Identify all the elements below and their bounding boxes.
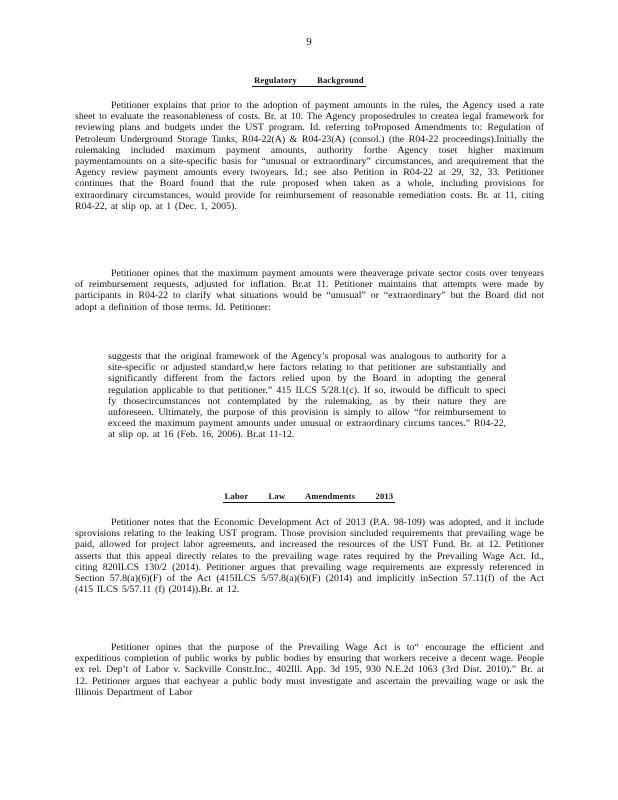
paragraph-economic-development-act	[75, 517, 544, 595]
paragraph-text: Petitioner opines that the purpose of the Prevailing Wage Act is to“ encourage the efficient and expeditious completion of public works by public bodies by ensuring that workers receive a decent wage. People ex rel. Dep’t of Labor v. Sackville Constr.Inc., 402Ill. App. 3d 195, 930 N.E.2d 1063 (3rd Dist. 2010).” Br. at 12. Petitioner argues that eachyear a public body must investigate and ascertain the prevailing wage or ask the Illinois Department of Labor	[75, 642, 544, 698]
heading-labor-law-amendments-text: Labor Law Amendments 2013	[224, 491, 394, 501]
paragraph-prevailing-wage-purpose	[75, 642, 544, 698]
heading-regulatory-background-text: Regulatory Background	[254, 75, 364, 85]
block-quote	[108, 351, 506, 441]
heading-labor-law-amendments	[0, 491, 618, 503]
paragraph-text: Petitioner notes that the Economic Development Act of 2013 (P.A. 98-109) was adopted, and it include sprovisions relating to the leaking UST program. Those provision sincluded requirements that prevailing wage be paid, allowed for project labor agreements, and increased the resources of the UST Fund. Br. at 12. Petitioner asserts that this appeal directly relates to the prevailing wage rates required by the Prevailing Wage Act. Id., citing 820ILCS 130/2 (2014). Petitioner argues that prevailing wage requirements are expressly referenced in Section 57.8(a)(6)(F) of the Act (415ILCS 5/57.8(a)(6)(F) (2014) and implicitly inSection 57.11(f) of the Act (415 ILCS 5/57.11 (f) (2014)).Br. at 12.	[75, 517, 544, 596]
heading-regulatory-background	[0, 75, 618, 87]
paragraph-text: Petitioner explains that prior to the adoption of payment amounts in the rules, the Agency used a rate sheet to evaluate the reasonableness of costs. Br. at 10. The Agency proposedrules to createa legal framework for reviewing plans and budgets under the UST program. Id. referring toProposed Amendments to: Regulation of Petroleum Underground Storage Tanks, R04-22(A) & R04-23(A) (consol.) (the R04-22 proceedings).Initially the rulemaking included maximum payment amounts, authority forthe Agency toset higher maximum paymentamounts on a site-specific basis for “unusual or extraordinary” circumstances, and arequirement that the Agency review payment amounts every twoyears. Id.; see also Petition in R04-22 at 29, 32, 33. Petitioner continues that the Board found that the rule proposed when taken as a whole, including provisions for extraordinary circumstances, would provide for reimbursement of reasonable remediation costs. Br. at 11, citing R04-22, at slip op. at 1 (Dec. 1, 2005).	[75, 100, 544, 212]
paragraph-text: Petitioner opines that the maximum payment amounts were theaverage private sector costs over tenyears of reimbursement requests, adjusted for inflation. Br.at 11. Petitioner maintains that attempts were made by participants in R04-22 to clarify what situations would be “unusual” or “extraordinary” but the Board did not adopt a definition of those terms. Id. Petitioner:	[75, 268, 544, 313]
paragraph-rulemaking-history	[75, 100, 544, 212]
page-number: 9	[306, 36, 312, 48]
block-quote-text: suggests that the original framework of the Agency’s proposal was analogous to authority for a site-specific or adjusted standard,w here factors relating to that petitioner are substantially and significantly different from the factors relied upon by the Board in adopting the general regulation applicable to that petitioner.” 415 ILCS 5/28.1(c). If so, itwould be difficult to speci fy thosecircumstances not contemplated by the rulemaking, as by their nature they are unforeseen. Ultimately, the purpose of this provision is simply to allow “for reimbursement to exceed the maximum payment amounts under unusual or extraordinary circums tances.” R04-22, at slip op. at 16 (Feb. 16, 2006). Br.at 11-12.	[108, 351, 506, 441]
paragraph-maximum-payment-amounts	[75, 268, 544, 313]
